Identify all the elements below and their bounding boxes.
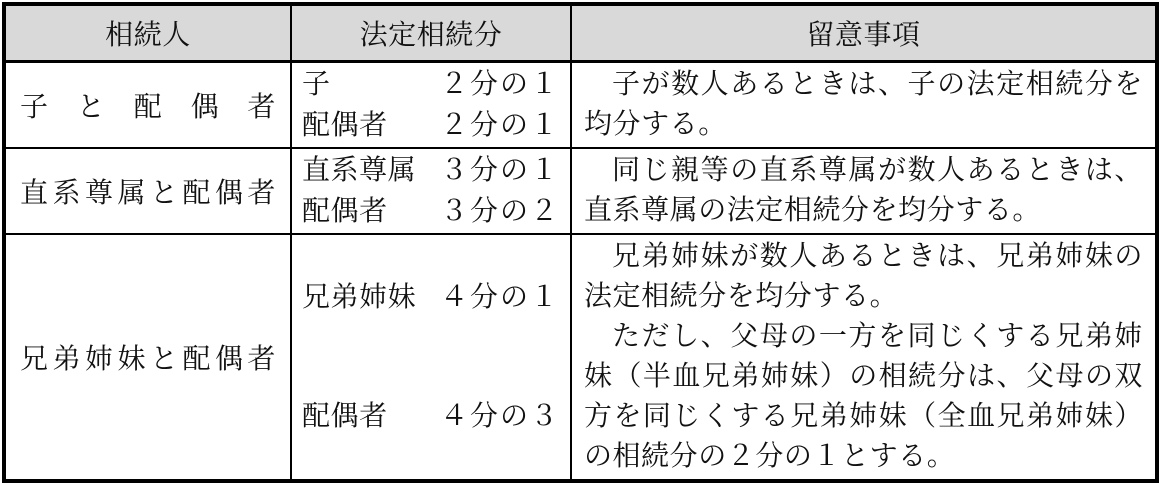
header-row xyxy=(4,4,1157,61)
shares-cell xyxy=(291,148,571,234)
share-name: 配偶者 xyxy=(302,195,388,227)
note-paragraph: 子が数人あるときは、子の法定相続分を均分する。 xyxy=(584,68,1143,140)
share-value: ３分の２ xyxy=(439,195,560,227)
share-value: ４分の３ xyxy=(439,400,560,432)
share-line xyxy=(302,150,560,191)
share-line xyxy=(302,105,560,146)
notes-cell xyxy=(571,234,1157,481)
row-lineal-ascendants-and-spouse xyxy=(4,148,1157,234)
note-paragraph: 兄弟姉妹が数人あるときは、兄弟姉妹の法定相続分を均分する。 xyxy=(584,240,1143,312)
share-name: 直系尊属 xyxy=(302,154,417,186)
shares-group xyxy=(302,238,560,476)
share-name: 子 xyxy=(302,68,331,100)
share-name: 兄弟姉妹 xyxy=(302,281,417,313)
share-line xyxy=(302,396,560,437)
header-cell-heirs: 相続人 xyxy=(4,4,291,61)
note-paragraph: 同じ親等の直系尊属が数人あるときは、直系尊属の法定相続分を均分する。 xyxy=(584,154,1143,226)
heirs-label: 直系尊属と配偶者 xyxy=(20,177,276,209)
notes-cell xyxy=(571,148,1157,234)
share-line xyxy=(302,191,560,232)
row-child-and-spouse xyxy=(4,61,1157,148)
header-cell-notes: 留意事項 xyxy=(571,4,1157,61)
header-cell-statutory-share: 法定相続分 xyxy=(291,4,571,61)
heirs-cell xyxy=(4,61,291,148)
heirs-cell xyxy=(4,234,291,481)
share-value: ２分の１ xyxy=(439,109,560,141)
shares-cell xyxy=(291,61,571,148)
share-value: ４分の１ xyxy=(439,281,560,313)
heirs-label: 兄弟姉妹と配偶者 xyxy=(20,343,276,375)
notes-cell xyxy=(571,61,1157,148)
share-name: 配偶者 xyxy=(302,400,388,432)
share-line xyxy=(302,64,560,105)
share-value: ２分の１ xyxy=(439,68,560,100)
share-value: ３分の１ xyxy=(439,154,560,186)
share-line xyxy=(302,277,560,318)
heirs-label: 子と配偶者 xyxy=(20,91,276,123)
row-siblings-and-spouse xyxy=(4,234,1157,481)
note-paragraph: ただし、父母の一方を同じくする兄弟姉妹（半血兄弟姉妹）の相続分は、父母の双方を同じくする兄弟姉妹（全血兄弟姉妹）の相続分の２分の１とする。 xyxy=(584,320,1143,472)
shares-cell xyxy=(291,234,571,481)
statutory-inheritance-table xyxy=(2,2,1159,483)
heirs-cell xyxy=(4,148,291,234)
share-name: 配偶者 xyxy=(302,109,388,141)
